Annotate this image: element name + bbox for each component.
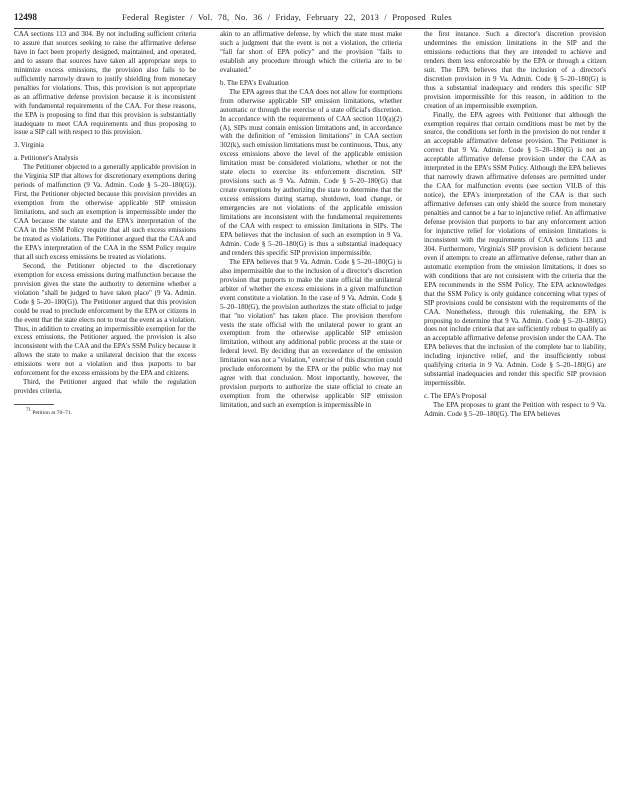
page-number: 12498 (14, 12, 37, 22)
column-3 (424, 30, 606, 782)
section-heading: 3. Virginia (14, 141, 44, 150)
page-header (14, 12, 604, 29)
footnote-divider (14, 404, 54, 405)
footnote-number: 71 (26, 408, 31, 414)
footnote-text: Petition at 70–71. (32, 409, 73, 416)
column-2 (220, 30, 402, 782)
paragraph: The EPA believes that 9 Va. Admin. Code § 5–20–180(G) is also impermissible due to the inclusion of a director's discretion provision that purports to make the state official the unilateral arbiter of whether the excess emissions in a given malfunction event constitute a violation. In the case of 9 Va. Admin. Code § 5–20–180(G), the provision authorizes the state official to judge that "no violation" has taken place. The provision therefore vests the state official with the unilateral power to grant an exemption from the otherwise applicable SIP emission limitation, without any additional public process at the state or federal level. By deciding that an exceedance of the emission limitation was not a "violation," exercise of this discretion could preclude enforcement by the EPA or the public who may not agree with that conclusion. Most importantly, however, the provision purports to authorize the state official to create an exemption from the otherwise applicable SIP emission limitation, and such an exemption is impermissible in (220, 257, 402, 410)
paragraph: CAA sections 113 and 304. By not including sufficient criteria to assure that sources seeking to raise the affirmative defense have in fact been properly designed, maintained, and operated, and to assure that sources have taken all appropriate steps to minimize excess emissions, the provision also fails to be sufficiently narrowly drawn to justify shielding from monetary penalties for violations. Thus, this provision is not appropriate as an affirmative defense provision because it is inconsistent with fundamental requirements of the CAA. For these reasons, the EPA is proposing to find that this provision is substantially inadequate to meet CAA requirements and thus proposing to issue a SIP call with respect to this provision. (14, 30, 196, 137)
column-1 (14, 30, 196, 782)
paragraph: The EPA proposes to grant the Petition with respect to 9 Va. Admin. Code § 5–20–180(G). The EPA believes (424, 401, 606, 419)
paragraph: akin to an affirmative defense, by which the state must make such a judgment that the event is not a violation, the criteria "fall far short of EPA policy" and the provision "fails to establish any procedure through which the criteria are to be evaluated." (220, 30, 402, 74)
paragraph: Third, the Petitioner argued that while the regulation provides criteria, (14, 378, 196, 396)
subsection-heading: b. The EPA's Evaluation (220, 78, 289, 87)
paragraph: the first instance. Such a director's discretion provision undermines the emission limitations in the SIP and the emissions reductions that they are intended to achieve and renders them less enforceable by the EPA or through a citizen suit. The EPA believes that the inclusion of a director's discretion provision in 9 Va. Admin. Code § 5–20–180(G) is thus a substantial inadequacy and renders this specific SIP provision impermissible for this reason, in addition to the creation of an impermissible exemption. (424, 30, 606, 110)
paragraph: The Petitioner objected to a generally applicable provision in the Virginia SIP that allows for discretionary exemptions during periods of malfunction (9 Va. Admin. Code § 5–20–180(G)). First, the Petitioner objected because this provision provides an exemption from the otherwise applicable SIP emission limitations, and such an exemption is impermissible under the CAA because the statute and the EPA's interpretation of the CAA in the SSM Policy require that all such excess emissions be treated as violations. The Petitioner argued that the CAA and the EPA's interpretation of the CAA in the SSM Policy require that all such excess emissions be treated as violations. (14, 163, 196, 261)
paragraph: The EPA agrees that the CAA does not allow for exemptions from otherwise applicable SIP emission limitations, whether automatic or through the exercise of a state official's discretion. In accordance with the requirements of CAA section 110(a)(2)(A), SIPs must contain emission limitations and, in accordance with the definition of "emission limitations" in CAA section 302(k), such emission limitations must be continuous. Thus, any excess emissions above the level of the applicable emission limitation must be considered violations, whether or not the state elects to exercise its enforcement discretion. SIP provisions such as 9 Va. Admin. Code § 5–20–180(G) that create exemptions by authorizing the state to determine that the excess emissions during startup, shutdown, load change, or emergencies are not violations of the applicable emission limitations are inconsistent with the fundamental requirements of the CAA with respect to emission limitations in SIPs. The EPA believes that the inclusion of such an exemption in 9 Va. Admin. Code § 5–20–180(G) is thus a substantial inadequacy and renders this specific SIP provision impermissible. (220, 87, 402, 257)
paragraph: Finally, the EPA agrees with Petitioner that although the exemption requires that certain conditions must be met by the source, the conditions set forth in the provision do not render it an acceptable affirmative defense provision. The Petitioner is correct that 9 Va. Admin. Code § 5–20–180(G) is not an acceptable affirmative defense provision under the CAA as interpreted in the EPA's SSM Policy. Although the EPA believes that narrowly drawn affirmative defenses are permitted under the CAA for malfunction events (see section VII.B of this notice), the EPA's interpretation of the CAA is that such affirmative defenses can only shield the source from monetary penalties and cannot be a bar to injunctive relief. An affirmative defense provision that purports to bar any enforcement action for injunctive relief for violations of emission limitations is inconsistent with the requirements of CAA sections 113 and 304. Furthermore, Virginia's SIP provision is deficient because even if attempts to create an affirmative defense, rather than an automatic exemption from the emission limitations, it does so with conditions that are not consistent with the criteria that the EPA recommends in the SSM Policy. The EPA acknowledges that the SSM Policy is only guidance concerning what types of SIP provisions could be consistent with the requirements of the CAA. Nonetheless, through this rulemaking, the EPA is proposing to determine that 9 Va. Admin. Code § 5–20–180(G) does not include criteria that are sufficiently robust to qualify as an acceptable affirmative defense provision under the CAA. The EPA believes that the inclusion of the complete bar to liability, including injunctive relief, and the insufficiently robust qualifying criteria in 9 Va. Admin. Code § 5–20–180(G) are substantial inadequacies and render this specific SIP provision impermissible. (424, 110, 606, 388)
paragraph: Second, the Petitioner objected to the discretionary exemption for excess emissions during malfunction because the provision gives the state the authority to determine whether a violation "shall be judged to have taken place" (9 Va. Admin. Code § 5–20–180(G)). The Petitioner argued that this provision could be read to preclude enforcement by the EPA or citizens in the event that the state elects not to treat the event as a violation. Thus, in addition to creating an impermissible exemption for the excess emissions, the Petitioner argued, the provision is also inconsistent with the CAA and the EPA's SSM Policy because it allows the state to make a unilateral decision that the excess emissions were not a violation and thus purports to bar enforcement for the excess emissions by the EPA and citizens. (14, 261, 196, 378)
footnote (14, 407, 196, 417)
subsection-heading: c. The EPA's Proposal (424, 392, 487, 401)
running-head: Federal Register / Vol. 78, No. 36 / Friday, February 22, 2013 / Proposed Rules (122, 12, 452, 22)
subsection-heading: a. Petitioner's Analysis (14, 154, 79, 163)
